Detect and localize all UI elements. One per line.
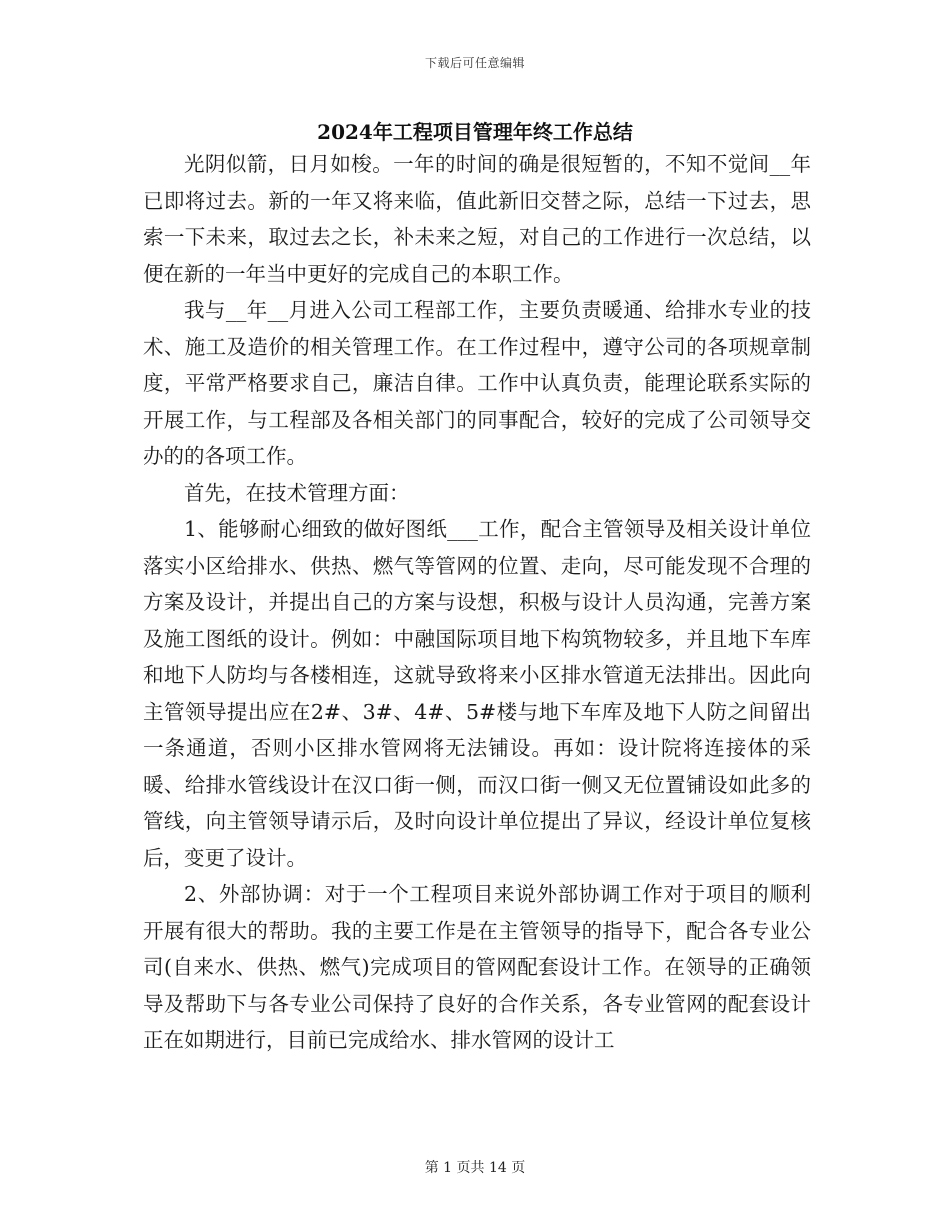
document-body: [143, 146, 811, 1059]
paragraph-item-2: 2、外部协调：对于一个工程项目来说外部协调工作对于项目的顺利开展有很大的帮助。我的主要工作是在主管领导的指导下，配合各专业公司(自来水、供热、燃气)完成项目的管网配套设计工作。在领导的正确领导及帮助下与各专业公司保持了良好的合作关系，各专业管网的配套设计正在如期进行，目前已完成给水、排水管网的设计工: [143, 882, 811, 1052]
paragraph-intro: 光阴似箭，日月如梭。一年的时间的确是很短暂的，不知不觉间__年已即将过去。新的一年又将来临，值此新旧交替之际，总结一下过去，思索一下未来，取过去之长，补未来之短，对自己的工作进行一次总结，以便在新的一年当中更好的完成自己的本职工作。: [143, 152, 811, 286]
document-title: 2024年工程项目管理年终工作总结: [317, 120, 633, 144]
paragraph-section-heading: 首先，在技术管理方面：: [184, 480, 410, 505]
header-note: 下载后可任意编辑: [424, 56, 525, 70]
paragraph-role: 我与__年__月进入公司工程部工作，主要负责暖通、给排水专业的技术、施工及造价的相关管理工作。在工作过程中，遵守公司的各项规章制度，平常严格要求自己，廉洁自律。工作中认真负责，能理论联系实际的开展工作，与工程部及各相关部门的同事配合，较好的完成了公司领导交办的的各项工作。: [143, 298, 811, 468]
page-footer: 第 1 页共 14 页: [424, 1160, 526, 1176]
paragraph-item-1: 1、能够耐心细致的做好图纸___工作，配合主管领导及相关设计单位落实小区给排水、供热、燃气等管网的位置、走向，尽可能发现不合理的方案及设计，并提出自己的方案与设想，积极与设计人员沟通，完善方案及施工图纸的设计。例如：中融国际项目地下构筑物较多，并且地下车库和地下人防均与各楼相连，这就导致将来小区排水管道无法排出。因此向主管领导提出应在2#、3#、4#、5#楼与地下车库及地下人防之间留出一条通道，否则小区排水管网将无法铺设。再如：设计院将连接体的采暖、给排水管线设计在汉口街一侧，而汉口街一侧又无位置铺设如此多的管线，向主管领导请示后，及时向设计单位提出了异议，经设计单位复核后，变更了设计。: [143, 517, 811, 870]
